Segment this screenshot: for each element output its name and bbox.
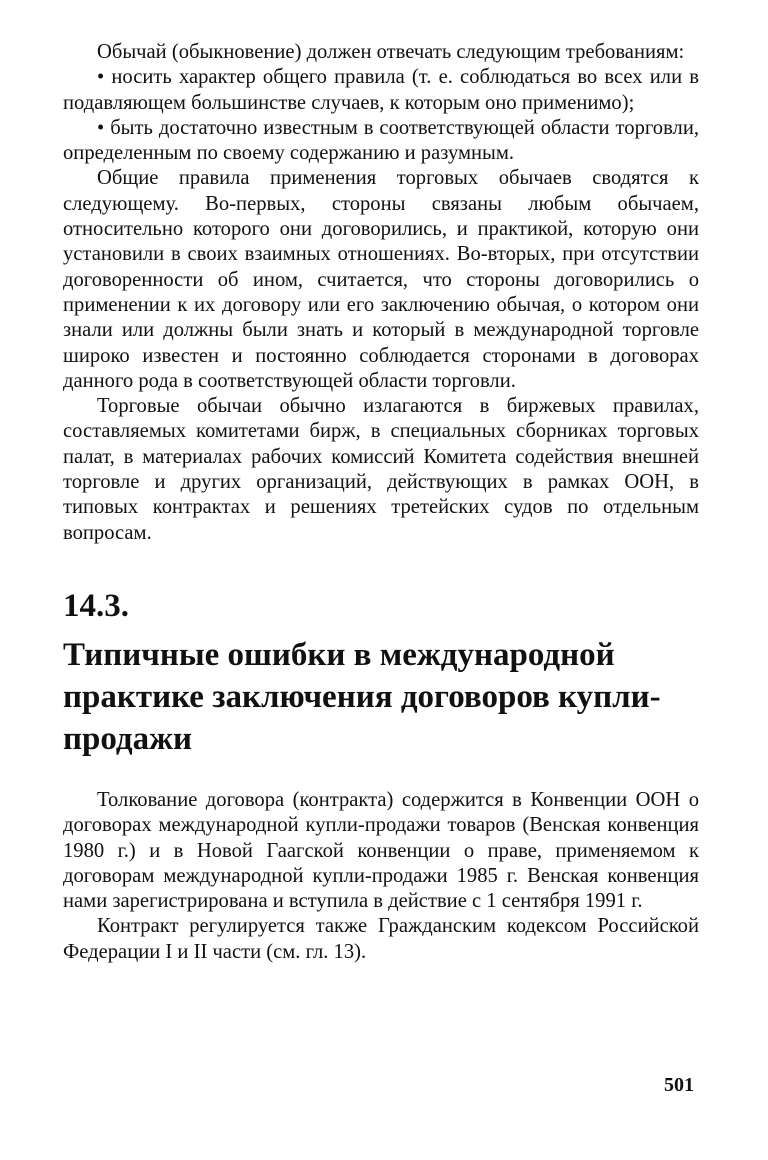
paragraph-trade-customs-sources: Торговые обычаи обычно излагаются в биржевых правилах, составляемых комитетами бирж, в специальных сборниках торговых палат, в материалах рабочих комиссий Комитета содействия внешней торговле и других организаций, действующих в рамках ООН, в типовых контрактах и решениях третейских судов по отдельным вопросам. xyxy=(63,395,699,544)
section-title: Типичные ошибки в международной практике заключения договоров купли-продажи xyxy=(63,636,661,757)
paragraph-contract-interpretation: Толкование договора (контракта) содержится в Конвенции ООН о договорах международной купли-продажи товаров (Венская конвенция 1980 г.) и в Новой Гаагской конвенции о праве, применяемом к договорам международной купли-продажи 1985 г. Венская конвенция нами зарегистрирована и вступила в действие с 1 сентября 1991 г. xyxy=(63,788,699,913)
intro-paragraph: Обычай (обыкновение) должен отвечать следующим требованиям: xyxy=(97,41,685,63)
page-number: 501 xyxy=(664,1074,694,1096)
section-body xyxy=(63,788,699,965)
section-heading xyxy=(63,586,699,760)
book-page xyxy=(63,40,699,965)
bullet-item-known-in-trade: • быть достаточно известным в соответствующей области торговли, определенным по своему содержанию и разумным. xyxy=(63,116,699,165)
paragraph-general-rules: Общие правила применения торговых обычаев сводятся к следующему. Во-первых, стороны связаны любым обычаем, относительно которого они договорились, и практикой, которую они установили в своих взаимных отношениях. Во-вторых, при отсутствии договоренности об ином, считается, что стороны договорились о применении к их договору или его заключению обычая, о котором они знали или должны были знать и который в международной торговле широко известен и постоянно соблюдается сторонами в договорах данного рода в соответствующей области торговли. xyxy=(63,167,699,392)
bullet-item-general-rule: • носить характер общего правила (т. е. соблюдаться во всех или в подавляющем большинстве случаев, к которым оно применимо); xyxy=(63,66,699,114)
paragraph-civil-code: Контракт регулируется также Гражданским кодексом Российской Федерации I и II части (см. гл. 13). xyxy=(63,915,699,963)
section-number: 14.3. xyxy=(63,587,129,624)
